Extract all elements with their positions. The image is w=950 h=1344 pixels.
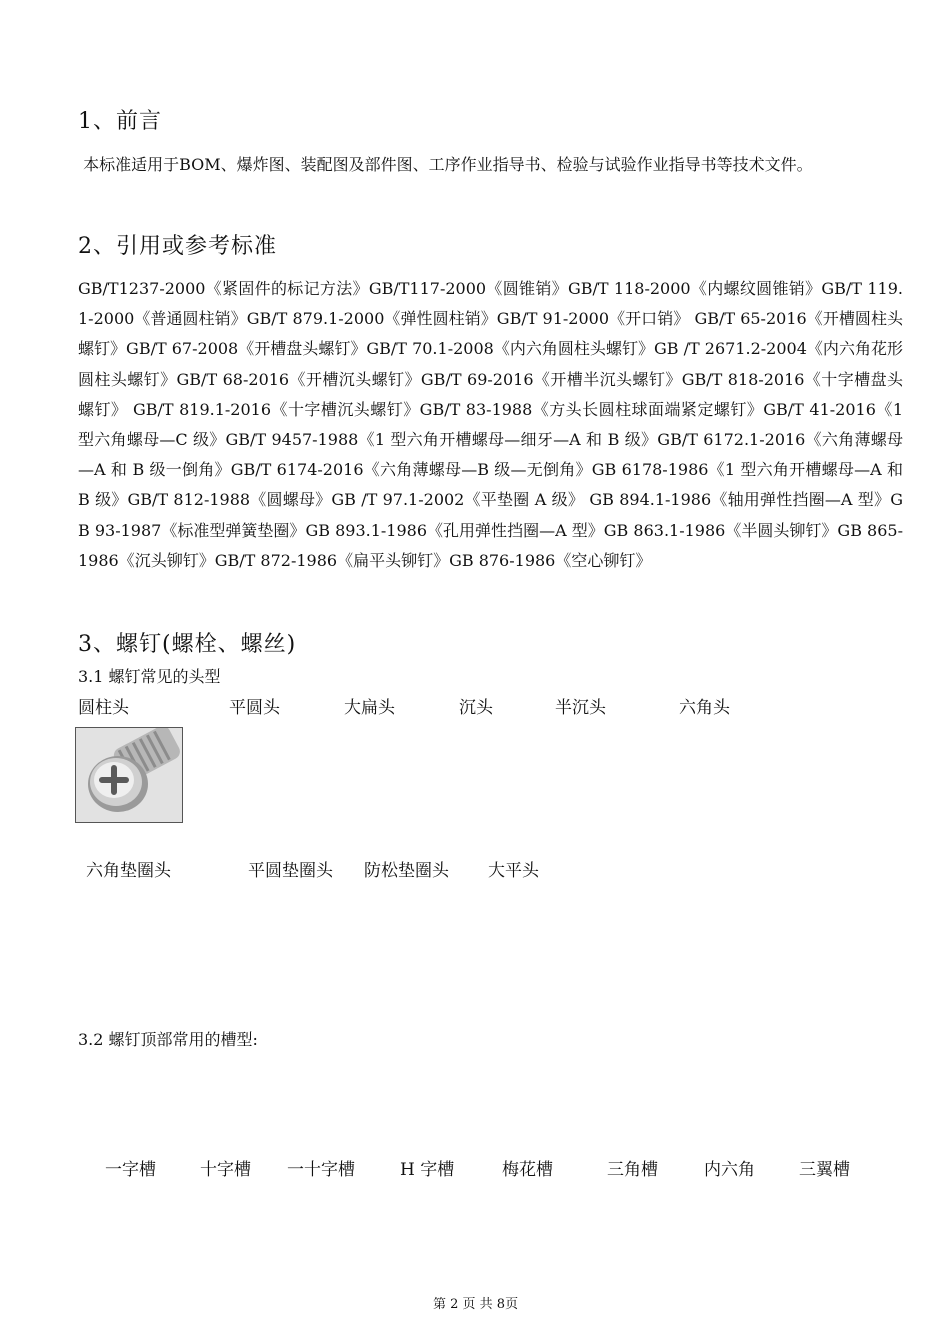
section1-heading: 1、前言 [78,109,162,134]
head-type-label: 平圆垫圈头 [248,861,333,881]
head-type-label: 圆柱头 [78,698,129,718]
head-type-label: 六角垫圈头 [86,861,171,881]
head-type-label: 半沉头 [555,698,606,718]
page-number: 第 2 页 共 8页 [433,1297,519,1312]
slot-type-label: 一字槽 [105,1160,156,1180]
slot-type-label: 一十字槽 [287,1160,355,1180]
head-type-label: 防松垫圈头 [364,861,449,881]
head-type-label: 大平头 [488,861,539,881]
slot-type-label: H 字槽 [400,1160,455,1180]
slot-type-label: 三角槽 [607,1160,658,1180]
subsection-3-1: 3.1 螺钉常见的头型 [78,667,221,686]
references-paragraph: GB/T1237-2000《紧固件的标记方法》GB/T117-2000《圆锥销》GB/T 118-2000《内螺纹圆锥销》GB/T 119.1-2000《普通圆柱销》GB/T 879.1-2000《弹性圆柱销》GB/T 91-2000《开口销》 GB/T 65-2016《开槽圆柱头螺钉》GB/T 67-2008《开槽盘头螺钉》GB/T 70.1-2008《内六角圆柱头螺钉》GB /T 2671.2-2004《内六角花形圆柱头螺钉》GB/T 68-2016《开槽沉头螺钉》GB/T 69-2016《开槽半沉头螺钉》GB/T 818-2016《十字槽盘头螺钉》 GB/T 819.1-2016《十字槽沉头螺钉》GB/T 83-1988《方头长圆柱球面端紧定螺钉》GB/T 41-2016《1 型六角螺母—C 级》GB/T 9457-1988《1 型六角开槽螺母—细牙—A 和 B 级》GB/T 6172.1-2016《六角薄螺母—A 和 B 级一倒角》GB/T 6174-2016《六角薄螺母—B 级—无倒角》GB 6178-1986《1 型六角开槽螺母—A 和 B 级》GB/T 812-1988《圆螺母》GB /T 97.1-2002《平垫圈 A 级》 GB 894.1-1986《轴用弹性挡圈—A 型》GB 93-1987《标准型弹簧垫圈》GB 893.1-1986《孔用弹性挡圈—A 型》GB 863.1-1986《半圆头铆钉》GB 865-1986《沉头铆钉》GB/T 872-1986《扁平头铆钉》GB 876-1986《空心铆钉》 [78,279,903,570]
head-type-label: 平圆头 [229,698,280,718]
subsection-3-2: 3.2 螺钉顶部常用的槽型: [78,1030,258,1049]
section3-heading: 3、螺钉(螺栓、螺丝) [78,632,297,657]
head-type-label: 沉头 [459,698,493,718]
section2-heading: 2、引用或参考标准 [78,234,277,259]
slot-type-label: 三翼槽 [799,1160,850,1180]
cheese-head-screw-photo [75,727,183,823]
slot-type-label: 梅花槽 [502,1160,553,1180]
head-type-label: 六角头 [679,698,730,718]
section1-text: 本标准适用于BOM、爆炸图、装配图及部件图、工序作业指导书、检验与试验作业指导书等技术文件。 [83,155,813,174]
head-type-label: 大扁头 [344,698,395,718]
slot-type-label: 十字槽 [200,1160,251,1180]
slot-type-label: 内六角 [704,1160,755,1180]
screw-illustration [76,728,182,822]
